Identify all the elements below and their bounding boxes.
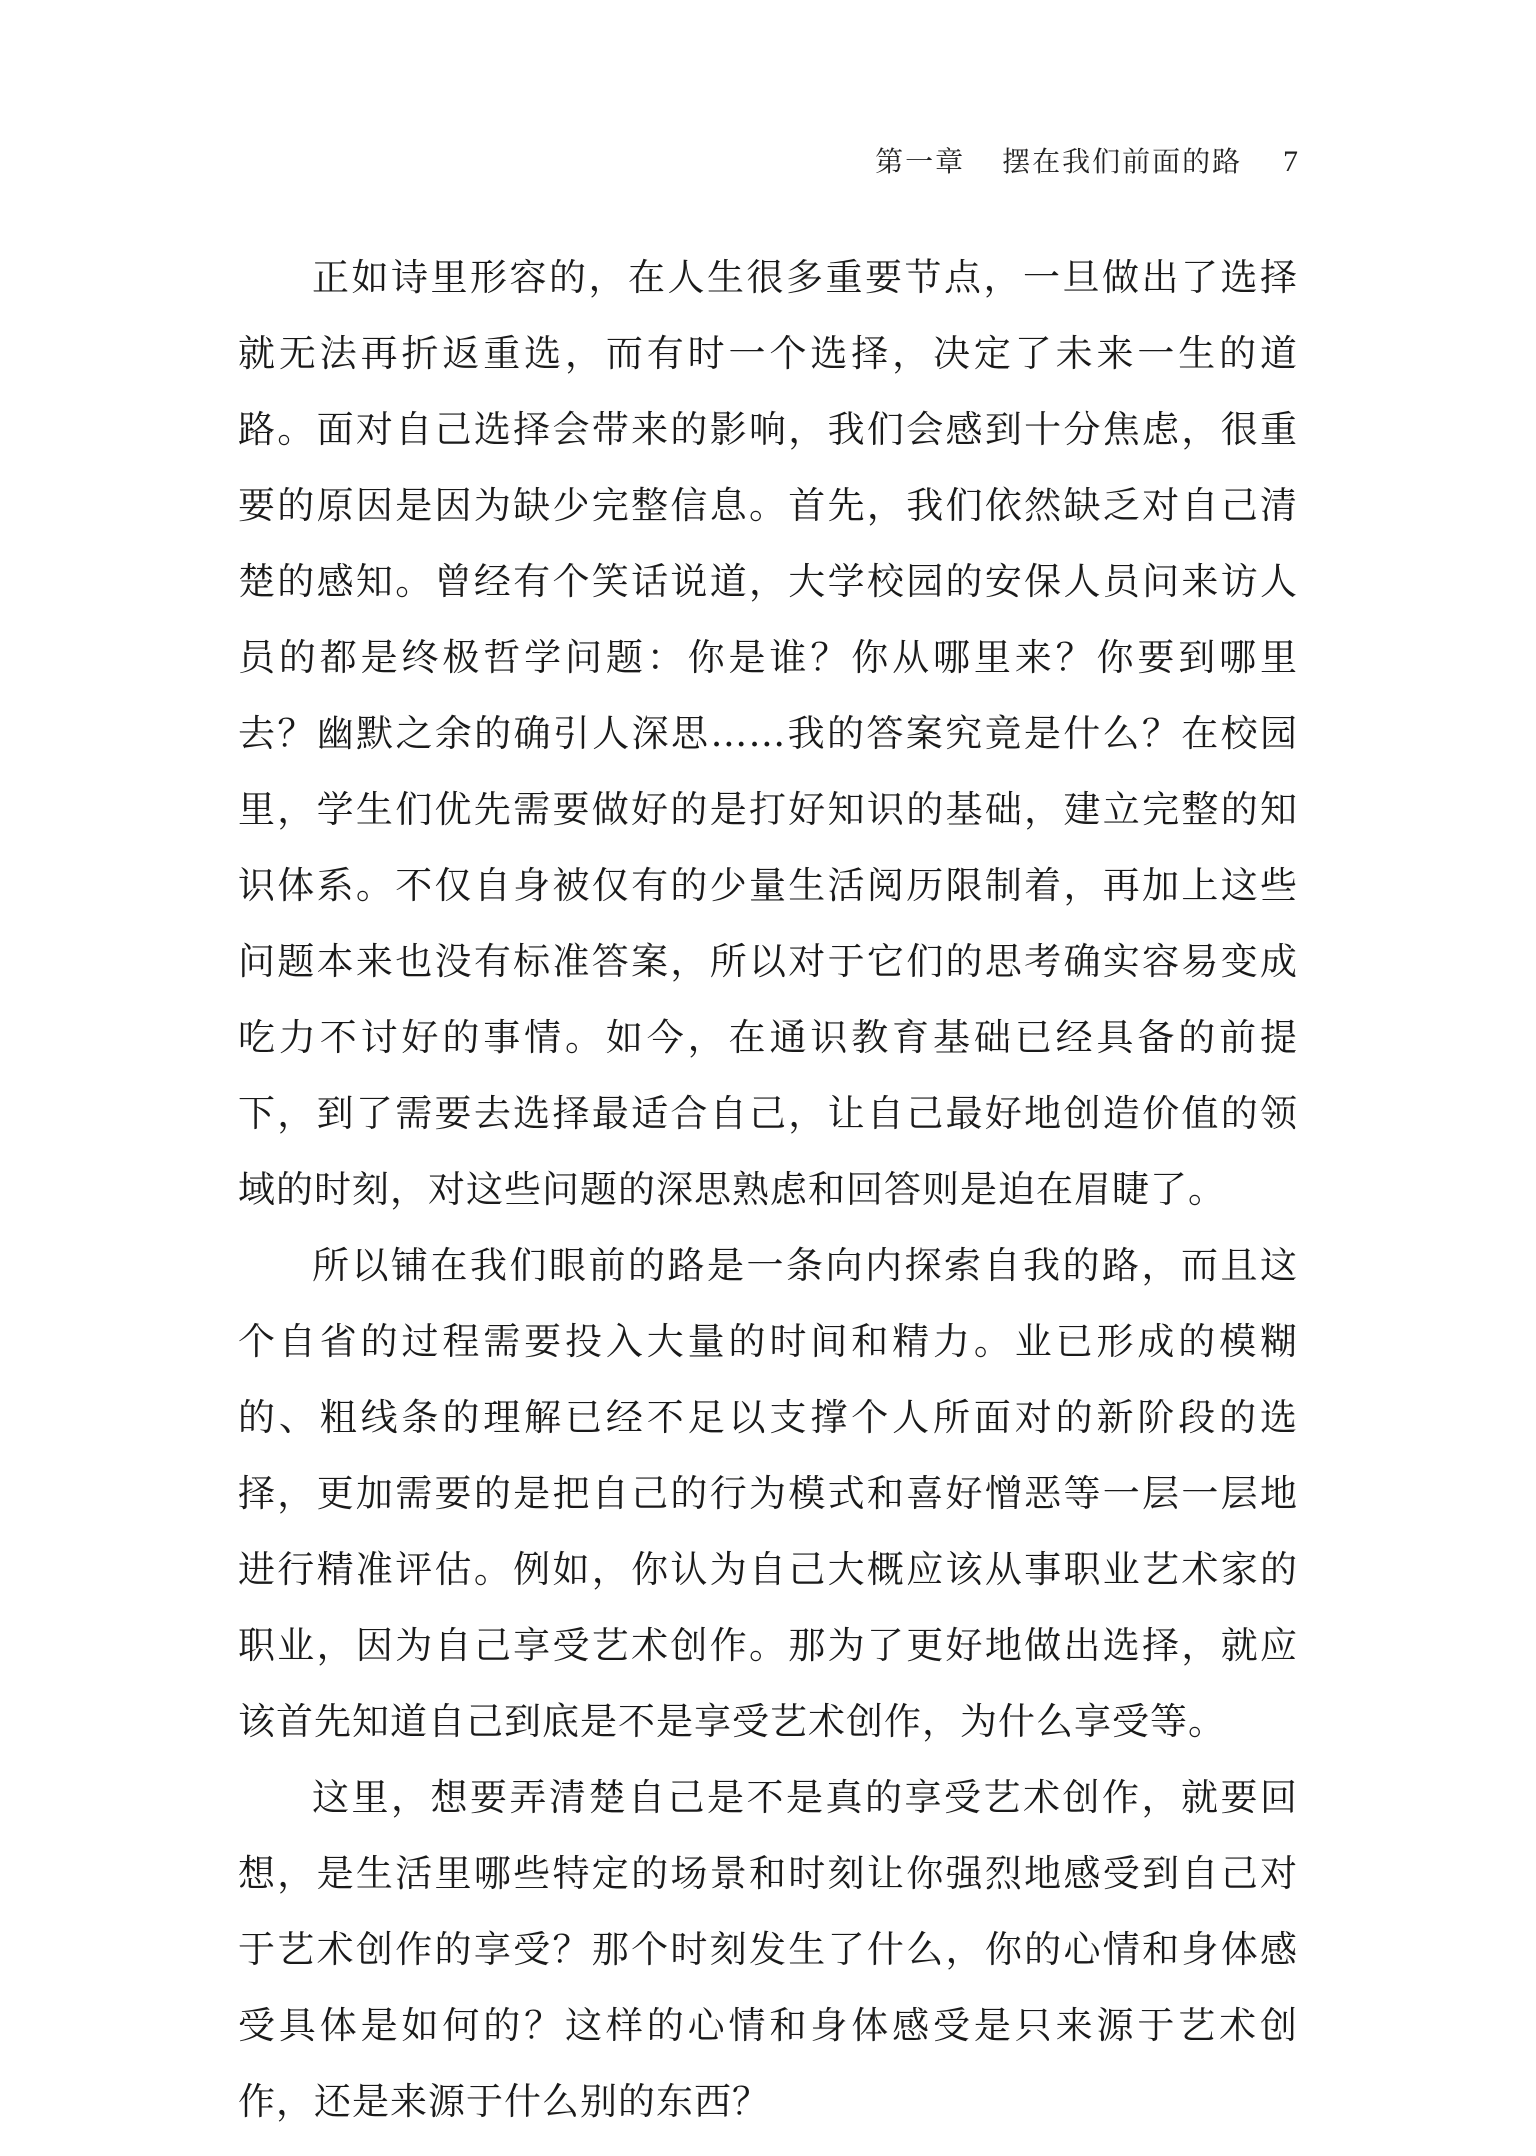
page-number: 7	[1283, 145, 1300, 178]
body-text	[238, 240, 1298, 2140]
chapter-title: 摆在我们前面的路	[1002, 145, 1243, 178]
running-header	[875, 140, 1300, 180]
paragraph-3: 这里，想要弄清楚自己是不是真的享受艺术创作，就要回想，是生活里哪些特定的场景和时刻让你强烈地感受到自己对于艺术创作的享受？那个时刻发生了什么，你的心情和身体感受具体是如何的？这样的心情和身体感受是只来源于艺术创作，还是来源于什么别的东西？	[238, 1776, 1298, 2123]
paragraph-1: 正如诗里形容的，在人生很多重要节点，一旦做出了选择就无法再折返重选，而有时一个选择，决定了未来一生的道路。面对自己选择会带来的影响，我们会感到十分焦虑，很重要的原因是因为缺少完整信息。首先，我们依然缺乏对自己清楚的感知。曾经有个笑话说道，大学校园的安保人员问来访人员的都是终极哲学问题：你是谁？你从哪里来？你要到哪里去？幽默之余的确引人深思……我的答案究竟是什么？在校园里，学生们优先需要做好的是打好知识的基础，建立完整的知识体系。不仅自身被仅有的少量生活阅历限制着，再加上这些问题本来也没有标准答案，所以对于它们的思考确实容易变成吃力不讨好的事情。如今，在通识教育基础已经具备的前提下，到了需要去选择最适合自己，让自己最好地创造价值的领域的时刻，对这些问题的深思熟虑和回答则是迫在眉睫了。	[238, 256, 1298, 1211]
paragraph-2: 所以铺在我们眼前的路是一条向内探索自我的路，而且这个自省的过程需要投入大量的时间和精力。业已形成的模糊的、粗线条的理解已经不足以支撑个人所面对的新阶段的选择，更加需要的是把自己的行为模式和喜好憎恶等一层一层地进行精准评估。例如，你认为自己大概应该从事职业艺术家的职业，因为自己享受艺术创作。那为了更好地做出选择，就应该首先知道自己到底是不是享受艺术创作，为什么享受等。	[238, 1244, 1298, 1743]
chapter-label: 第一章	[875, 145, 966, 178]
